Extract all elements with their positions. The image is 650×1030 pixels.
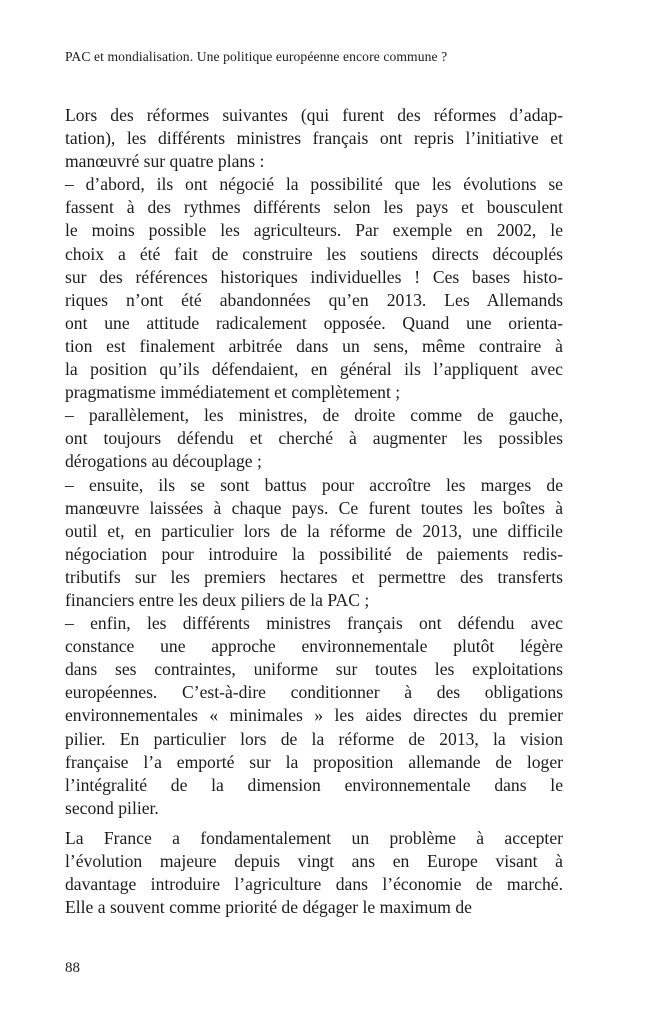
text-line: l’évolution majeure depuis vingt ans en Europe visant à bbox=[65, 851, 563, 871]
text-line: La France a fondamentalement un problème à accepter bbox=[65, 827, 563, 848]
text-line: le moins possible les agriculteurs. Par exemple en 2002, le bbox=[65, 220, 563, 241]
paragraph-2 bbox=[65, 827, 563, 919]
text-line: manœuvre laissées à chaque pays. Ce furent toutes les boîtes à bbox=[65, 497, 563, 518]
paragraph-1 bbox=[65, 104, 563, 820]
text-line: – d’abord, ils ont négocié la possibilité que les évolutions se bbox=[65, 174, 563, 195]
running-header: PAC et mondialisation. Une politique européenne encore commune ? bbox=[65, 49, 448, 64]
page-number: 88 bbox=[65, 960, 80, 976]
text-line: tation), les différents ministres français ont repris l’initiative et bbox=[65, 128, 563, 149]
body-text bbox=[65, 104, 563, 919]
text-line: pilier. En particulier lors de la réforme de 2013, la vision bbox=[65, 728, 563, 749]
text-line: pragmatisme immédiatement et complètement ; bbox=[65, 382, 401, 403]
text-line: constance une approche environnementale plutôt légère bbox=[65, 636, 563, 657]
text-line: négociation pour introduire la possibilité de paiements redis- bbox=[65, 543, 563, 564]
text-line: tributifs sur les premiers hectares et permettre des transferts bbox=[65, 566, 563, 587]
text-line: outil et, en particulier lors de la réforme de 2013, une difficile bbox=[65, 520, 563, 541]
text-line: dérogations au découplage ; bbox=[65, 451, 262, 472]
text-line: française l’a emporté sur la proposition allemande de loger bbox=[65, 751, 563, 772]
text-line: choix a été fait de construire les soutiens directs découplés bbox=[65, 243, 563, 264]
text-line: fassent à des rythmes différents selon les pays et bousculent bbox=[65, 197, 563, 218]
text-line: davantage introduire l’agriculture dans l’économie de marché. bbox=[65, 874, 563, 895]
text-line: européennes. C’est-à-dire conditionner à des obligations bbox=[65, 682, 563, 703]
text-line: riques n’ont été abandonnées qu’en 2013. Les Allemands bbox=[65, 289, 563, 310]
text-line: Lors des réformes suivantes (qui furent des réformes d’adap- bbox=[65, 105, 563, 125]
text-line: Elle a souvent comme priorité de dégager le maximum de bbox=[65, 897, 472, 918]
text-line: second pilier. bbox=[65, 797, 159, 818]
text-line: – ensuite, ils se sont battus pour accroître les marges de bbox=[65, 474, 563, 495]
text-line: tion est finalement arbitrée dans un sens, même contraire à bbox=[65, 335, 563, 356]
text-line: financiers entre les deux piliers de la PAC ; bbox=[65, 589, 370, 610]
text-line: ont une attitude radicalement opposée. Quand une orienta- bbox=[65, 312, 563, 333]
text-line: – parallèlement, les ministres, de droite comme de gauche, bbox=[65, 405, 563, 426]
text-line: – enfin, les différents ministres français ont défendu avec bbox=[65, 613, 563, 634]
text-line: sur des références historiques individuelles ! Ces bases histo- bbox=[65, 266, 563, 287]
text-line: dans ses contraintes, uniforme sur toutes les exploitations bbox=[65, 659, 563, 680]
text-line: manœuvré sur quatre plans : bbox=[65, 151, 265, 172]
text-line: la position qu’ils défendaient, en général ils l’appliquent avec bbox=[65, 359, 563, 380]
text-line: ont toujours défendu et cherché à augmenter les possibles bbox=[65, 428, 563, 449]
text-line: environnementales « minimales » les aides directes du premier bbox=[65, 705, 563, 726]
text-line: l’intégralité de la dimension environnementale dans le bbox=[65, 774, 563, 795]
